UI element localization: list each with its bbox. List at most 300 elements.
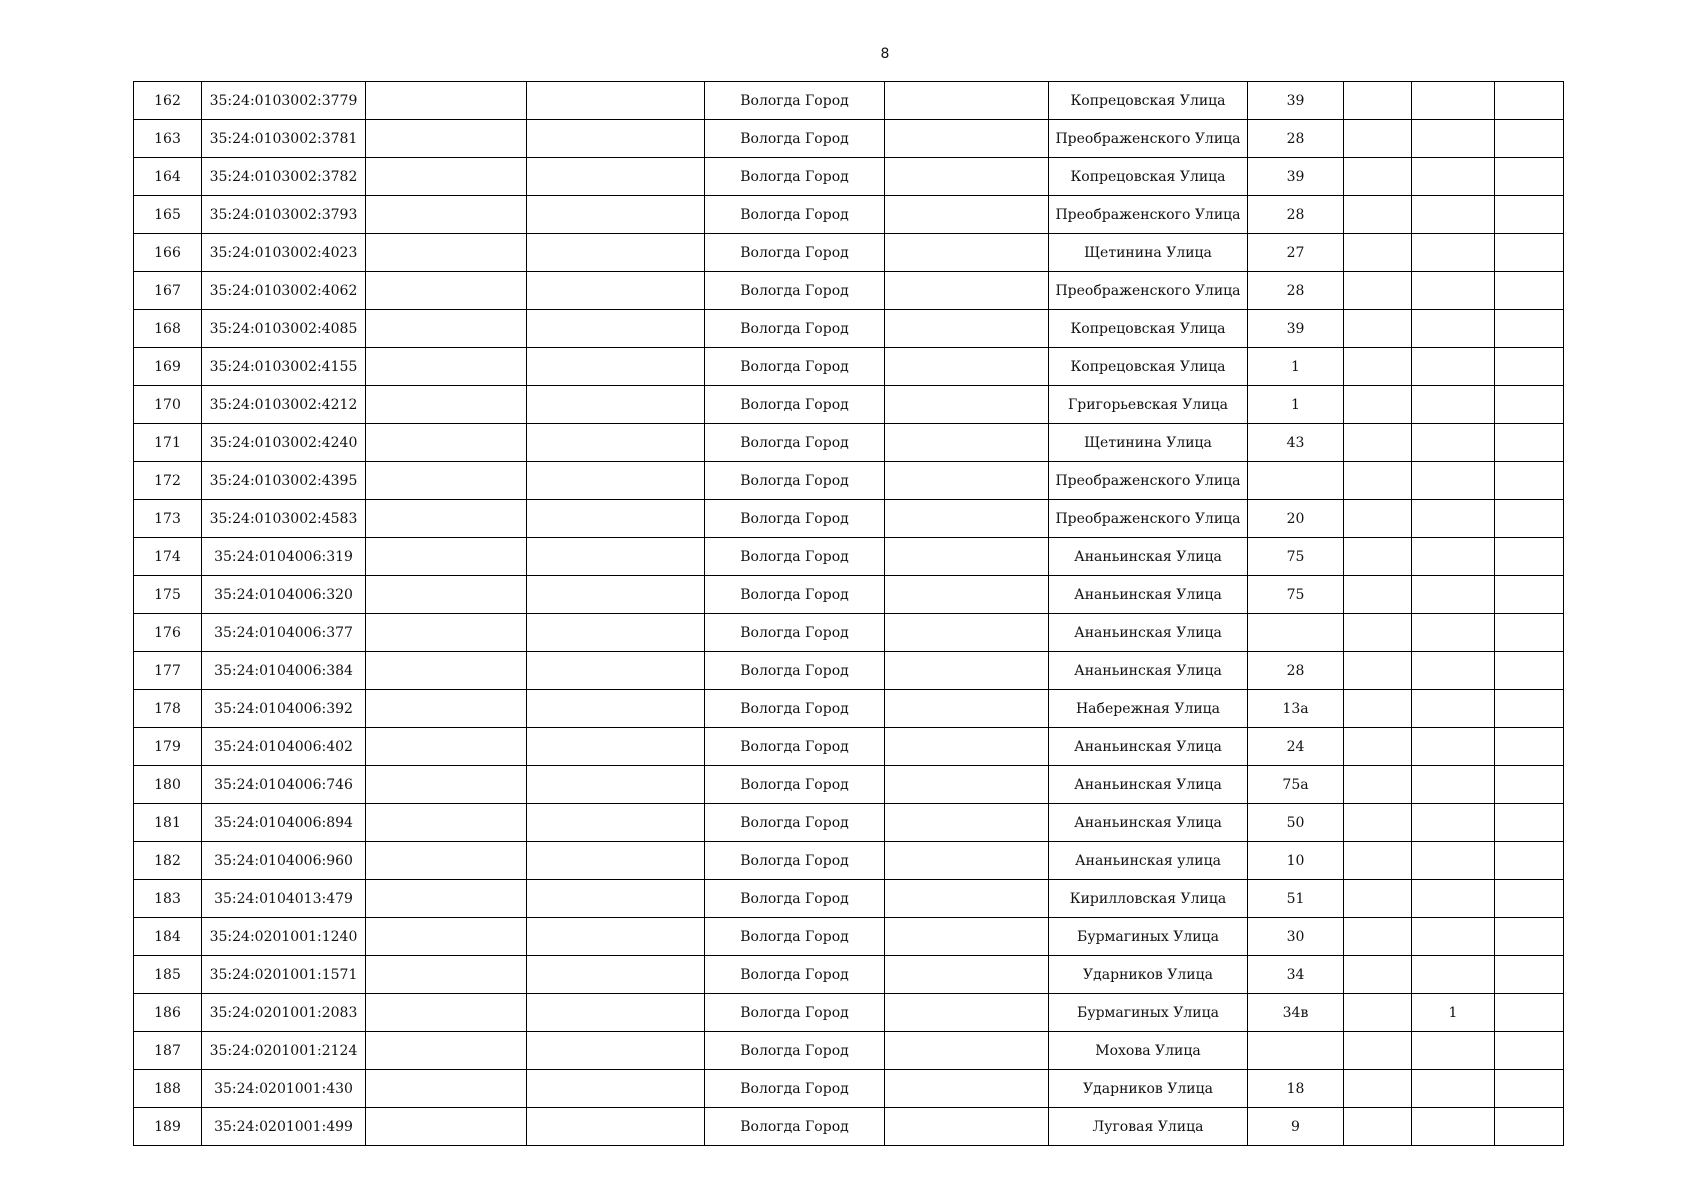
row-number-cell: 184	[134, 918, 202, 956]
empty-column-3-cell	[366, 804, 527, 842]
empty-column-11-cell	[1495, 880, 1564, 918]
empty-column-4-cell	[527, 1108, 705, 1146]
cadastral-number-cell: 35:24:0201001:430	[202, 1070, 366, 1108]
empty-column-9-cell	[1344, 538, 1412, 576]
table-row	[134, 994, 1564, 1032]
empty-column-6-cell	[885, 880, 1049, 918]
row-number-cell: 169	[134, 348, 202, 386]
empty-column-6-cell	[885, 842, 1049, 880]
empty-column-11-cell	[1495, 614, 1564, 652]
house-number-cell: 13а	[1248, 690, 1344, 728]
extra-column-10-cell	[1412, 1070, 1495, 1108]
cadastral-number-cell: 35:24:0104006:320	[202, 576, 366, 614]
empty-column-3-cell	[366, 690, 527, 728]
table-row	[134, 576, 1564, 614]
empty-column-11-cell	[1495, 424, 1564, 462]
empty-column-4-cell	[527, 1032, 705, 1070]
empty-column-4-cell	[527, 500, 705, 538]
cadastral-number-cell: 35:24:0103002:4212	[202, 386, 366, 424]
house-number-cell: 34в	[1248, 994, 1344, 1032]
extra-column-10-cell	[1412, 1032, 1495, 1070]
empty-column-11-cell	[1495, 386, 1564, 424]
table-row	[134, 766, 1564, 804]
table-row	[134, 1032, 1564, 1070]
street-cell: Бурмагиных Улица	[1049, 994, 1248, 1032]
empty-column-6-cell	[885, 652, 1049, 690]
house-number-cell: 39	[1248, 158, 1344, 196]
empty-column-3-cell	[366, 348, 527, 386]
empty-column-6-cell	[885, 424, 1049, 462]
settlement-cell: Вологда Город	[705, 424, 885, 462]
extra-column-10-cell	[1412, 82, 1495, 120]
street-cell: Преображенского Улица	[1049, 462, 1248, 500]
empty-column-3-cell	[366, 918, 527, 956]
house-number-cell: 10	[1248, 842, 1344, 880]
street-cell: Луговая Улица	[1049, 1108, 1248, 1146]
empty-column-3-cell	[366, 196, 527, 234]
empty-column-6-cell	[885, 766, 1049, 804]
empty-column-11-cell	[1495, 1032, 1564, 1070]
street-cell: Копрецовская Улица	[1049, 82, 1248, 120]
empty-column-9-cell	[1344, 196, 1412, 234]
empty-column-3-cell	[366, 272, 527, 310]
empty-column-3-cell	[366, 424, 527, 462]
street-cell: Копрецовская Улица	[1049, 348, 1248, 386]
street-cell: Ананьинская Улица	[1049, 652, 1248, 690]
house-number-cell: 28	[1248, 272, 1344, 310]
settlement-cell: Вологда Город	[705, 348, 885, 386]
extra-column-10-cell	[1412, 158, 1495, 196]
empty-column-11-cell	[1495, 842, 1564, 880]
empty-column-3-cell	[366, 614, 527, 652]
cadastral-number-cell: 35:24:0103002:3782	[202, 158, 366, 196]
table-row	[134, 310, 1564, 348]
empty-column-3-cell	[366, 994, 527, 1032]
cadastral-number-cell: 35:24:0201001:499	[202, 1108, 366, 1146]
house-number-cell: 28	[1248, 120, 1344, 158]
row-number-cell: 172	[134, 462, 202, 500]
empty-column-9-cell	[1344, 918, 1412, 956]
street-cell: Ананьинская улица	[1049, 842, 1248, 880]
empty-column-9-cell	[1344, 766, 1412, 804]
empty-column-3-cell	[366, 462, 527, 500]
settlement-cell: Вологда Город	[705, 576, 885, 614]
extra-column-10-cell	[1412, 234, 1495, 272]
street-cell: Кирилловская Улица	[1049, 880, 1248, 918]
empty-column-6-cell	[885, 82, 1049, 120]
house-number-cell: 9	[1248, 1108, 1344, 1146]
table-row	[134, 386, 1564, 424]
page-number: 8	[880, 46, 890, 62]
extra-column-10-cell	[1412, 842, 1495, 880]
house-number-cell: 39	[1248, 82, 1344, 120]
house-number-cell: 75	[1248, 576, 1344, 614]
empty-column-3-cell	[366, 158, 527, 196]
cadastral-number-cell: 35:24:0104006:392	[202, 690, 366, 728]
table-row	[134, 842, 1564, 880]
empty-column-9-cell	[1344, 956, 1412, 994]
table-row	[134, 614, 1564, 652]
row-number-cell: 187	[134, 1032, 202, 1070]
street-cell: Щетинина Улица	[1049, 234, 1248, 272]
row-number-cell: 182	[134, 842, 202, 880]
house-number-cell: 28	[1248, 196, 1344, 234]
settlement-cell: Вологда Город	[705, 272, 885, 310]
extra-column-10-cell	[1412, 310, 1495, 348]
empty-column-9-cell	[1344, 348, 1412, 386]
table-row	[134, 880, 1564, 918]
empty-column-6-cell	[885, 956, 1049, 994]
empty-column-6-cell	[885, 272, 1049, 310]
settlement-cell: Вологда Город	[705, 500, 885, 538]
row-number-cell: 183	[134, 880, 202, 918]
empty-column-4-cell	[527, 652, 705, 690]
table-row	[134, 1108, 1564, 1146]
cadastral-number-cell: 35:24:0103002:4062	[202, 272, 366, 310]
street-cell: Ананьинская Улица	[1049, 728, 1248, 766]
empty-column-11-cell	[1495, 348, 1564, 386]
street-cell: Ананьинская Улица	[1049, 576, 1248, 614]
empty-column-3-cell	[366, 310, 527, 348]
table-row	[134, 158, 1564, 196]
house-number-cell: 27	[1248, 234, 1344, 272]
street-cell: Набережная Улица	[1049, 690, 1248, 728]
empty-column-11-cell	[1495, 120, 1564, 158]
house-number-cell: 1	[1248, 348, 1344, 386]
extra-column-10-cell	[1412, 386, 1495, 424]
property-registry-table	[133, 81, 1564, 1146]
settlement-cell: Вологда Город	[705, 158, 885, 196]
empty-column-3-cell	[366, 652, 527, 690]
empty-column-6-cell	[885, 158, 1049, 196]
empty-column-3-cell	[366, 842, 527, 880]
settlement-cell: Вологда Город	[705, 728, 885, 766]
house-number-cell: 34	[1248, 956, 1344, 994]
cadastral-number-cell: 35:24:0103002:4583	[202, 500, 366, 538]
house-number-cell: 51	[1248, 880, 1344, 918]
empty-column-6-cell	[885, 538, 1049, 576]
empty-column-9-cell	[1344, 386, 1412, 424]
extra-column-10-cell	[1412, 652, 1495, 690]
empty-column-9-cell	[1344, 1108, 1412, 1146]
house-number-cell	[1248, 1032, 1344, 1070]
table-row	[134, 424, 1564, 462]
empty-column-9-cell	[1344, 158, 1412, 196]
row-number-cell: 176	[134, 614, 202, 652]
empty-column-9-cell	[1344, 576, 1412, 614]
extra-column-10-cell	[1412, 880, 1495, 918]
empty-column-4-cell	[527, 728, 705, 766]
empty-column-9-cell	[1344, 614, 1412, 652]
empty-column-11-cell	[1495, 1070, 1564, 1108]
empty-column-6-cell	[885, 614, 1049, 652]
empty-column-3-cell	[366, 500, 527, 538]
empty-column-9-cell	[1344, 234, 1412, 272]
street-cell: Ударников Улица	[1049, 956, 1248, 994]
table-row	[134, 234, 1564, 272]
row-number-cell: 178	[134, 690, 202, 728]
empty-column-4-cell	[527, 1070, 705, 1108]
empty-column-11-cell	[1495, 272, 1564, 310]
extra-column-10-cell	[1412, 576, 1495, 614]
table-row	[134, 462, 1564, 500]
house-number-cell: 28	[1248, 652, 1344, 690]
empty-column-11-cell	[1495, 994, 1564, 1032]
empty-column-4-cell	[527, 994, 705, 1032]
empty-column-6-cell	[885, 386, 1049, 424]
table-row	[134, 196, 1564, 234]
empty-column-6-cell	[885, 500, 1049, 538]
street-cell: Бурмагиных Улица	[1049, 918, 1248, 956]
table-row	[134, 918, 1564, 956]
empty-column-4-cell	[527, 804, 705, 842]
cadastral-number-cell: 35:24:0103002:4395	[202, 462, 366, 500]
street-cell: Ананьинская Улица	[1049, 804, 1248, 842]
table-row	[134, 690, 1564, 728]
cadastral-number-cell: 35:24:0103002:3793	[202, 196, 366, 234]
cadastral-number-cell: 35:24:0201001:1571	[202, 956, 366, 994]
row-number-cell: 186	[134, 994, 202, 1032]
table-row	[134, 538, 1564, 576]
row-number-cell: 163	[134, 120, 202, 158]
cadastral-number-cell: 35:24:0104006:894	[202, 804, 366, 842]
street-cell: Ананьинская Улица	[1049, 614, 1248, 652]
empty-column-4-cell	[527, 120, 705, 158]
settlement-cell: Вологда Город	[705, 386, 885, 424]
empty-column-3-cell	[366, 1108, 527, 1146]
empty-column-11-cell	[1495, 918, 1564, 956]
empty-column-11-cell	[1495, 196, 1564, 234]
street-cell: Преображенского Улица	[1049, 272, 1248, 310]
empty-column-3-cell	[366, 1032, 527, 1070]
empty-column-3-cell	[366, 538, 527, 576]
empty-column-4-cell	[527, 766, 705, 804]
house-number-cell: 50	[1248, 804, 1344, 842]
settlement-cell: Вологда Город	[705, 196, 885, 234]
settlement-cell: Вологда Город	[705, 82, 885, 120]
empty-column-4-cell	[527, 956, 705, 994]
empty-column-9-cell	[1344, 1070, 1412, 1108]
extra-column-10-cell	[1412, 196, 1495, 234]
empty-column-6-cell	[885, 234, 1049, 272]
empty-column-3-cell	[366, 1070, 527, 1108]
empty-column-3-cell	[366, 766, 527, 804]
extra-column-10-cell	[1412, 956, 1495, 994]
empty-column-3-cell	[366, 234, 527, 272]
empty-column-9-cell	[1344, 272, 1412, 310]
settlement-cell: Вологда Город	[705, 614, 885, 652]
table-row	[134, 728, 1564, 766]
table-row	[134, 82, 1564, 120]
extra-column-10-cell	[1412, 804, 1495, 842]
empty-column-6-cell	[885, 196, 1049, 234]
empty-column-6-cell	[885, 690, 1049, 728]
street-cell: Ананьинская Улица	[1049, 766, 1248, 804]
street-cell: Щетинина Улица	[1049, 424, 1248, 462]
cadastral-number-cell: 35:24:0103002:3781	[202, 120, 366, 158]
empty-column-11-cell	[1495, 234, 1564, 272]
empty-column-6-cell	[885, 310, 1049, 348]
settlement-cell: Вологда Город	[705, 918, 885, 956]
empty-column-11-cell	[1495, 462, 1564, 500]
empty-column-6-cell	[885, 1108, 1049, 1146]
empty-column-11-cell	[1495, 1108, 1564, 1146]
cadastral-number-cell: 35:24:0104006:402	[202, 728, 366, 766]
empty-column-9-cell	[1344, 424, 1412, 462]
row-number-cell: 175	[134, 576, 202, 614]
empty-column-3-cell	[366, 728, 527, 766]
table-row	[134, 652, 1564, 690]
empty-column-11-cell	[1495, 82, 1564, 120]
extra-column-10-cell	[1412, 538, 1495, 576]
settlement-cell: Вологда Город	[705, 462, 885, 500]
empty-column-11-cell	[1495, 728, 1564, 766]
row-number-cell: 174	[134, 538, 202, 576]
street-cell: Мохова Улица	[1049, 1032, 1248, 1070]
cadastral-number-cell: 35:24:0103002:4085	[202, 310, 366, 348]
house-number-cell: 43	[1248, 424, 1344, 462]
empty-column-4-cell	[527, 880, 705, 918]
row-number-cell: 189	[134, 1108, 202, 1146]
settlement-cell: Вологда Город	[705, 956, 885, 994]
extra-column-10-cell	[1412, 1108, 1495, 1146]
settlement-cell: Вологда Город	[705, 652, 885, 690]
empty-column-6-cell	[885, 994, 1049, 1032]
street-cell: Григорьевская Улица	[1049, 386, 1248, 424]
empty-column-6-cell	[885, 462, 1049, 500]
cadastral-number-cell: 35:24:0104006:319	[202, 538, 366, 576]
house-number-cell: 1	[1248, 386, 1344, 424]
empty-column-9-cell	[1344, 500, 1412, 538]
empty-column-3-cell	[366, 386, 527, 424]
empty-column-11-cell	[1495, 158, 1564, 196]
extra-column-10-cell	[1412, 272, 1495, 310]
empty-column-4-cell	[527, 310, 705, 348]
empty-column-3-cell	[366, 880, 527, 918]
empty-column-6-cell	[885, 348, 1049, 386]
cadastral-number-cell: 35:24:0201001:2083	[202, 994, 366, 1032]
settlement-cell: Вологда Город	[705, 234, 885, 272]
empty-column-4-cell	[527, 196, 705, 234]
settlement-cell: Вологда Город	[705, 310, 885, 348]
row-number-cell: 185	[134, 956, 202, 994]
empty-column-4-cell	[527, 614, 705, 652]
row-number-cell: 181	[134, 804, 202, 842]
empty-column-9-cell	[1344, 310, 1412, 348]
table-body	[134, 82, 1564, 1146]
empty-column-9-cell	[1344, 690, 1412, 728]
row-number-cell: 188	[134, 1070, 202, 1108]
cadastral-number-cell: 35:24:0201001:2124	[202, 1032, 366, 1070]
settlement-cell: Вологда Город	[705, 804, 885, 842]
house-number-cell: 75а	[1248, 766, 1344, 804]
table-row	[134, 956, 1564, 994]
empty-column-11-cell	[1495, 956, 1564, 994]
empty-column-4-cell	[527, 690, 705, 728]
settlement-cell: Вологда Город	[705, 994, 885, 1032]
street-cell: Копрецовская Улица	[1049, 310, 1248, 348]
row-number-cell: 179	[134, 728, 202, 766]
empty-column-3-cell	[366, 82, 527, 120]
house-number-cell	[1248, 614, 1344, 652]
empty-column-9-cell	[1344, 1032, 1412, 1070]
empty-column-4-cell	[527, 576, 705, 614]
empty-column-11-cell	[1495, 804, 1564, 842]
empty-column-4-cell	[527, 386, 705, 424]
empty-column-9-cell	[1344, 880, 1412, 918]
settlement-cell: Вологда Город	[705, 766, 885, 804]
settlement-cell: Вологда Город	[705, 1032, 885, 1070]
extra-column-10-cell	[1412, 424, 1495, 462]
table-row	[134, 272, 1564, 310]
cadastral-number-cell: 35:24:0103002:4155	[202, 348, 366, 386]
extra-column-10-cell: 1	[1412, 994, 1495, 1032]
empty-column-11-cell	[1495, 576, 1564, 614]
street-cell: Преображенского Улица	[1049, 196, 1248, 234]
row-number-cell: 162	[134, 82, 202, 120]
row-number-cell: 173	[134, 500, 202, 538]
row-number-cell: 171	[134, 424, 202, 462]
table-row	[134, 120, 1564, 158]
row-number-cell: 177	[134, 652, 202, 690]
settlement-cell: Вологда Город	[705, 538, 885, 576]
settlement-cell: Вологда Город	[705, 1070, 885, 1108]
empty-column-6-cell	[885, 728, 1049, 766]
empty-column-11-cell	[1495, 538, 1564, 576]
house-number-cell: 30	[1248, 918, 1344, 956]
row-number-cell: 170	[134, 386, 202, 424]
empty-column-9-cell	[1344, 804, 1412, 842]
settlement-cell: Вологда Город	[705, 690, 885, 728]
empty-column-11-cell	[1495, 690, 1564, 728]
empty-column-6-cell	[885, 1032, 1049, 1070]
empty-column-11-cell	[1495, 652, 1564, 690]
empty-column-6-cell	[885, 1070, 1049, 1108]
empty-column-6-cell	[885, 918, 1049, 956]
extra-column-10-cell	[1412, 614, 1495, 652]
table-row	[134, 348, 1564, 386]
row-number-cell: 164	[134, 158, 202, 196]
table-row	[134, 500, 1564, 538]
extra-column-10-cell	[1412, 348, 1495, 386]
cadastral-number-cell: 35:24:0103002:3779	[202, 82, 366, 120]
extra-column-10-cell	[1412, 120, 1495, 158]
row-number-cell: 165	[134, 196, 202, 234]
row-number-cell: 166	[134, 234, 202, 272]
empty-column-4-cell	[527, 424, 705, 462]
cadastral-number-cell: 35:24:0104006:960	[202, 842, 366, 880]
empty-column-9-cell	[1344, 728, 1412, 766]
empty-column-9-cell	[1344, 120, 1412, 158]
street-cell: Ударников Улица	[1049, 1070, 1248, 1108]
empty-column-4-cell	[527, 842, 705, 880]
empty-column-6-cell	[885, 804, 1049, 842]
settlement-cell: Вологда Город	[705, 120, 885, 158]
empty-column-11-cell	[1495, 766, 1564, 804]
empty-column-9-cell	[1344, 462, 1412, 500]
empty-column-4-cell	[527, 158, 705, 196]
empty-column-9-cell	[1344, 82, 1412, 120]
empty-column-3-cell	[366, 120, 527, 158]
extra-column-10-cell	[1412, 500, 1495, 538]
street-cell: Ананьинская Улица	[1049, 538, 1248, 576]
empty-column-9-cell	[1344, 842, 1412, 880]
house-number-cell: 39	[1248, 310, 1344, 348]
empty-column-9-cell	[1344, 994, 1412, 1032]
settlement-cell: Вологда Город	[705, 842, 885, 880]
settlement-cell: Вологда Город	[705, 1108, 885, 1146]
empty-column-4-cell	[527, 82, 705, 120]
